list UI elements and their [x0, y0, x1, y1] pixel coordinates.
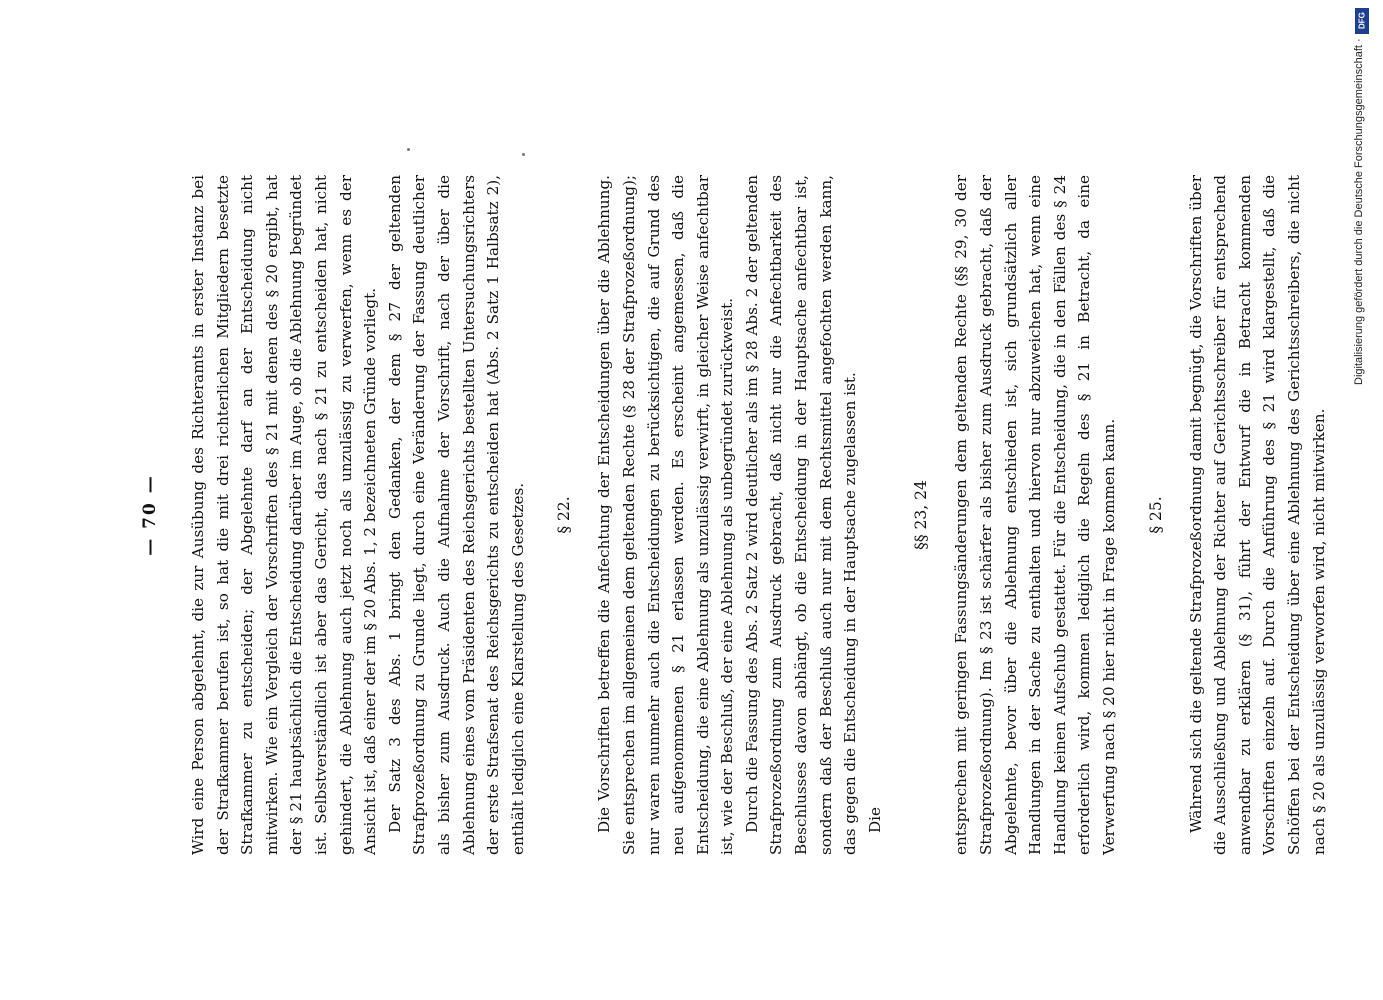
paragraph: entsprechen mit geringen Fassungsänderungen dem geltenden Rechte (§§ 29, 30 der Strafprozeßordnung). Im § 23 ist schärfer als bisher zum Ausdruck gebracht, daß der Abgelehnte, bevor über die Ablehnung entschieden ist, sich grundsätzlich aller Handlungen in der Sache zu enthalten und hiervon nur abzuweichen hat, wenn eine Handlung keinen Aufschub gestattet. Für die Entscheidung, die in den Fällen des § 24 erforderlich wird, kommen lediglich die Regeln des § 21 in Betracht, da eine Verwerfung nach § 20 hier nicht in Frage kommen kann. — [952, 175, 1118, 855]
page-content — [140, 175, 1331, 855]
scan-speck — [407, 148, 410, 151]
paragraph: Durch die Fassung des Abs. 2 Satz 2 wird deutlicher als im § 28 Abs. 2 der geltenden Strafprozeßordnung zum Ausdruck gebracht, daß nicht nur die Anfechtbarkeit des Beschlusses davon abhängt, ob die Entscheidung in der Hauptsache anfechtbar ist, sondern daß der Beschluß auch nur mit dem Rechtsmittel angefochten werden kann, das gegen die Entscheidung in der Hauptsache zugelassen ist. — [742, 175, 860, 855]
paragraph: Wird eine Person abgelehnt, die zur Ausübung des Richteramts in erster Instanz bei der Strafkammer berufen ist, so hat die mit drei richterlichen Mitgliedern besetzte Strafkammer zu entscheiden; der Abgelehnte darf an der Entscheidung nicht mitwirken. Wie ein Vergleich der Vorschriften des § 21 mit denen des § 20 ergibt, hat der § 21 hauptsächlich die Entscheidung darüber im Auge, ob die Ablehnung begründet ist. Selbstverständlich ist aber das Gericht, das nach § 21 zu entscheiden hat, nicht gehindert, die Ablehnung auch jetzt noch als unzulässig zu verwerfen, wenn es der Ansicht ist, daß einer der im § 20 Abs. 1, 2 bezeichneten Gründe vorliegt. — [189, 175, 380, 855]
rotated-document-page — [140, 175, 1328, 855]
paragraph: Die Vorschriften betreffen die Anfechtung der Entscheidungen über die Ablehnung. Sie entsprechen im allgemeinen dem geltenden Rechte (§ 28 der Strafprozeßordnung); nur waren nunmehr auch die Entscheidungen zu berücksichtigen, die auf Grund des neu aufgenommenen § 21 erlassen werden. Es erscheint angemessen, daß die Entscheidung, die eine Ablehnung als unzulässig verwirft, in gleicher Weise anfechtbar ist, wie der Beschluß, der eine Ablehnung als unbegründet zurückweist. — [595, 175, 737, 855]
dfg-logo: DFG — [1355, 8, 1369, 34]
section-heading-23-24: §§ 23, 24 — [912, 480, 931, 550]
paragraph: Während sich die geltende Strafprozeßordnung damit begnügt, die Vorschriften über die Ausschließung und Ablehnung der Richter auf Gerichtsschreiber für entsprechend anwendbar zu erklären (§ 31), führt der Entwurf die in Betracht kommenden Vorschriften einzeln auf. Durch die Anführung des § 21 wird klargestellt, daß die Schöffen bei der Entscheidung über eine Ablehnung des Gerichtsschreibers, die nicht nach § 20 als unzulässig verworfen wird, nicht mitwirken. — [1186, 175, 1328, 855]
section-heading-22: § 22. — [555, 496, 574, 534]
section-heading-25: § 25. — [1146, 496, 1165, 534]
credit-text: Digitalisierung gefördert durch die Deutsche Forschungsgemeinschaft · — [1353, 38, 1365, 385]
digitization-credit — [1353, 8, 1375, 908]
paragraph: Der Satz 3 des Abs. 1 bringt den Gedanken, der dem § 27 der geltenden Strafprozeßordnung zu Grunde liegt, durch eine Veränderung der Fassung deutlicher als bisher zum Ausdruck. Auch die Aufnahme der Vorschrift, nach der über die Ablehnung eines vom Präsidenten des Reichsgerichts bestellten Untersuchungsrichters der erste Strafsenat des Reichsgerichts zu entscheiden hat (Abs. 2 Satz 1 Halbsatz 2), enthält lediglich eine Klarstellung des Gesetzes. — [385, 175, 527, 855]
trailing-word: Die — [865, 806, 884, 833]
scan-speck — [522, 153, 525, 156]
page-number: — 70 — — [140, 474, 160, 556]
